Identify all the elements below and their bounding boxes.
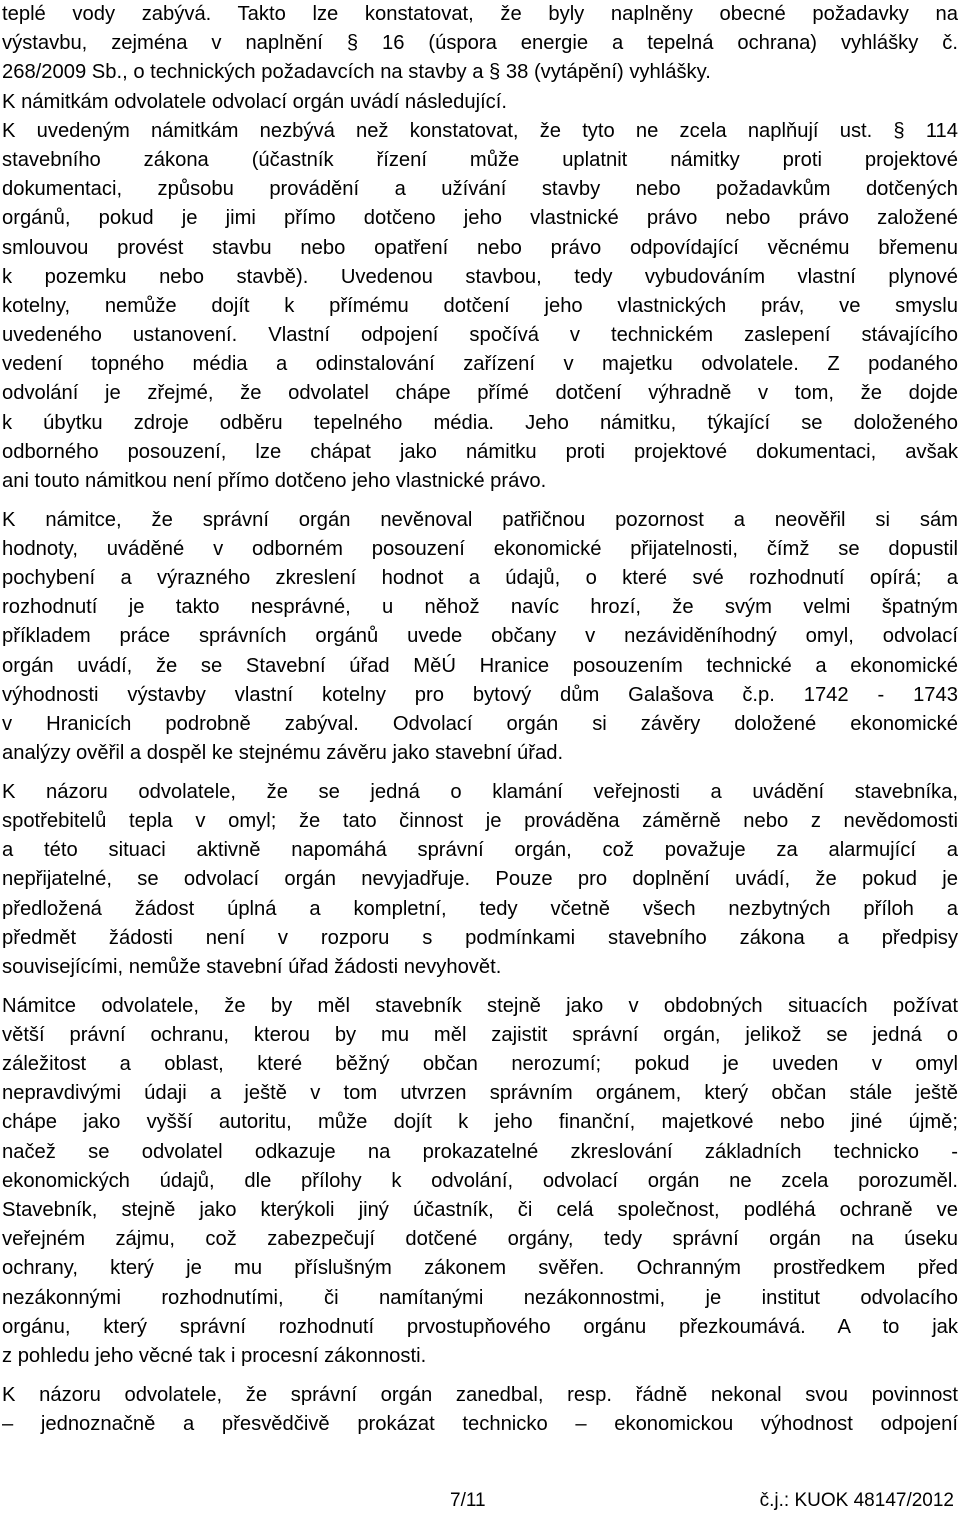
text-line: orgán uvádí, že se Stavební úřad MěÚ Hranice posouzením technické a ekonomické bbox=[2, 654, 958, 677]
text-line: ochrany, který je mu příslušným zákonem svěřen. Ochranným prostředkem před bbox=[2, 1257, 958, 1280]
paragraph-gap bbox=[2, 1371, 958, 1381]
text-line: vedení topného média a odinstalování zařízení v majetku odvolatele. Z podaného bbox=[2, 353, 958, 376]
text-line: orgánu, který správní rozhodnutí prvostupňového orgánu přezkoumává. A to jak bbox=[2, 1315, 958, 1338]
text-line: orgánů, pokud je jimi přímo dotčeno jeho vlastnické právo nebo právo založené bbox=[2, 207, 958, 230]
text-line: souvisejícími, nemůže stavební úřad žádosti nevyhovět. bbox=[2, 956, 502, 978]
page-number: 7/11 bbox=[450, 1490, 486, 1511]
text-line: veřejném zájmu, což zabezpečují dotčené orgány, tedy správní orgán na úseku bbox=[2, 1228, 958, 1251]
text-line: hodnoty, uváděné v odborném posouzení ekonomické přijatelnosti, čímž se dopustil bbox=[2, 537, 958, 560]
paragraph bbox=[2, 1381, 958, 1439]
text-line: k úbytku zdroje odběru tepelného média. Jeho námitku, týkající se doloženého bbox=[2, 411, 958, 434]
text-line: předložená žádost úplná a kompletní, tedy včetně všech nezbytných příloh a bbox=[2, 897, 958, 920]
text-line: záležitost a oblast, které běžný občan nerozumí; pokud je uveden v omyl bbox=[2, 1053, 958, 1076]
text-line: K názoru odvolatele, že správní orgán zanedbal, resp. řádně nekonal svou povinnost bbox=[2, 1383, 958, 1406]
text-line: teplé vody zabývá. Takto lze konstatovat, že byly naplněny obecné požadavky na bbox=[2, 3, 958, 25]
text-line: K uvedeným námitkám nezbývá než konstatovat, že tyto ne zcela naplňují ust. § 114 bbox=[2, 119, 958, 142]
text-line: Stavebník, stejně jako kterýkoli jiný účastník, či celá společnost, podléhá ochraně ve bbox=[2, 1199, 958, 1221]
text-line: k pozemku nebo stavbě). Uvedenou stavbou, tedy vybudováním vlastní plynové bbox=[2, 265, 958, 288]
paragraph bbox=[2, 992, 958, 1371]
text-line: odborného posouzení, lze chápat jako námitku proti projektové dokumentaci, avšak bbox=[2, 440, 958, 463]
text-line: dokumentaci, způsobu provádění a užívání stavby nebo požadavkům dotčených bbox=[2, 178, 958, 201]
text-line: ekonomických údajů, dle přílohy k odvolání, odvolací orgán ne zcela porozuměl. bbox=[2, 1169, 958, 1192]
text-line: v Hranicích podrobně zabýval. Odvolací orgán si závěry doložené ekonomické bbox=[2, 713, 958, 735]
paragraph-gap bbox=[2, 496, 958, 506]
text-line: – jednoznačně a přesvědčivě prokázat technicko – ekonomickou výhodnost odpojení bbox=[2, 1412, 958, 1435]
text-line: načež se odvolatel odkazuje na prokazatelné zkreslování základních technicko - bbox=[2, 1140, 958, 1163]
text-line: 268/2009 Sb., o technických požadavcích na stavby a § 38 (vytápění) vyhlášky. bbox=[2, 61, 711, 84]
text-line: analýzy ověřil a dospěl ke stejnému závěru jako stavební úřad. bbox=[2, 742, 564, 765]
text-line: nezákonnými rozhodnutími, či namítanými nezákonnostmi, je institut odvolacího bbox=[2, 1286, 958, 1309]
text-line: předmět žádosti není v rozporu s podmínkami stavebního zákona a předpisy bbox=[2, 926, 958, 949]
text-line: nepřijatelné, se odvolací orgán nevyjadřuje. Pouze pro doplnění uvádí, že pokud je bbox=[2, 868, 958, 891]
text-line: odvolání je zřejmé, že odvolatel chápe přímé dotčení výhradně v tom, že dojde bbox=[2, 382, 958, 405]
text-line: smlouvou provést stavbu nebo opatření nebo právo odpovídající věcnému břemenu bbox=[2, 236, 958, 259]
text-line: výstavbu, zejména v naplnění § 16 (úspora energie a tepelná ochrana) vyhlášky č. bbox=[2, 32, 958, 55]
text-line: pochybení a výrazného zkreslení hodnot a údajů, o které své rozhodnutí opírá; a bbox=[2, 567, 958, 590]
text-line: Námitce odvolatele, že by měl stavebník stejně jako v obdobných situacích požívat bbox=[2, 994, 958, 1017]
text-line: stavebního zákona (účastník řízení může uplatnit námitky proti projektové bbox=[2, 148, 958, 171]
text-line: K námitce, že správní orgán nevěnoval patřičnou pozornost a neověřil si sám bbox=[2, 508, 958, 531]
text-line: větší právní ochranu, kterou by mu měl zajistit správní orgán, jelikož se jedná o bbox=[2, 1023, 958, 1046]
text-line: spotřebitelů tepla v omyl; že tato činnost je prováděna záměrně nebo z nevědomosti bbox=[2, 810, 958, 833]
paragraph bbox=[2, 0, 958, 496]
text-line: chápe jako vyšší autoritu, může dojít k jeho finanční, majetkové nebo jiné újmě; bbox=[2, 1111, 958, 1134]
paragraph bbox=[2, 778, 958, 982]
reference-number: č.j.: KUOK 48147/2012 bbox=[759, 1490, 954, 1511]
text-line: výhodnosti výstavby vlastní kotelny pro bytový dům Galašova č.p. 1742 - 1743 bbox=[2, 683, 958, 706]
text-line: kotelny, nemůže dojít k přímému dotčení jeho vlastnických práv, ve smyslu bbox=[2, 294, 958, 317]
text-line: K námitkám odvolatele odvolací orgán uvádí následující. bbox=[2, 90, 507, 113]
text-line: příkladem práce správních orgánů uvede občany v nezáviděníhodný omyl, odvolací bbox=[2, 625, 958, 648]
paragraph bbox=[2, 506, 958, 769]
page-footer bbox=[0, 1486, 956, 1516]
text-line: uvedeného ustanovení. Vlastní odpojení spočívá v technickém zaslepení stávajícího bbox=[2, 324, 958, 347]
paragraph-gap bbox=[2, 982, 958, 992]
paragraph-gap bbox=[2, 768, 958, 778]
text-line: a této situaci aktivně napomáhá správní orgán, což považuje za alarmující a bbox=[2, 839, 958, 862]
text-line: nepravdivými údaji a ještě v tom utvrzen správním orgánem, který občan stále ještě bbox=[2, 1082, 958, 1105]
text-line: z pohledu jeho věcné tak i procesní zákonnosti. bbox=[2, 1344, 427, 1367]
text-line: ani touto námitkou není přímo dotčeno jeho vlastnické právo. bbox=[2, 470, 547, 492]
text-line: K názoru odvolatele, že se jedná o klamání veřejnosti a uvádění stavebníka, bbox=[2, 780, 958, 803]
text-line: rozhodnutí je takto nesprávné, u něhož navíc hrozí, že svým velmi špatným bbox=[2, 596, 958, 619]
